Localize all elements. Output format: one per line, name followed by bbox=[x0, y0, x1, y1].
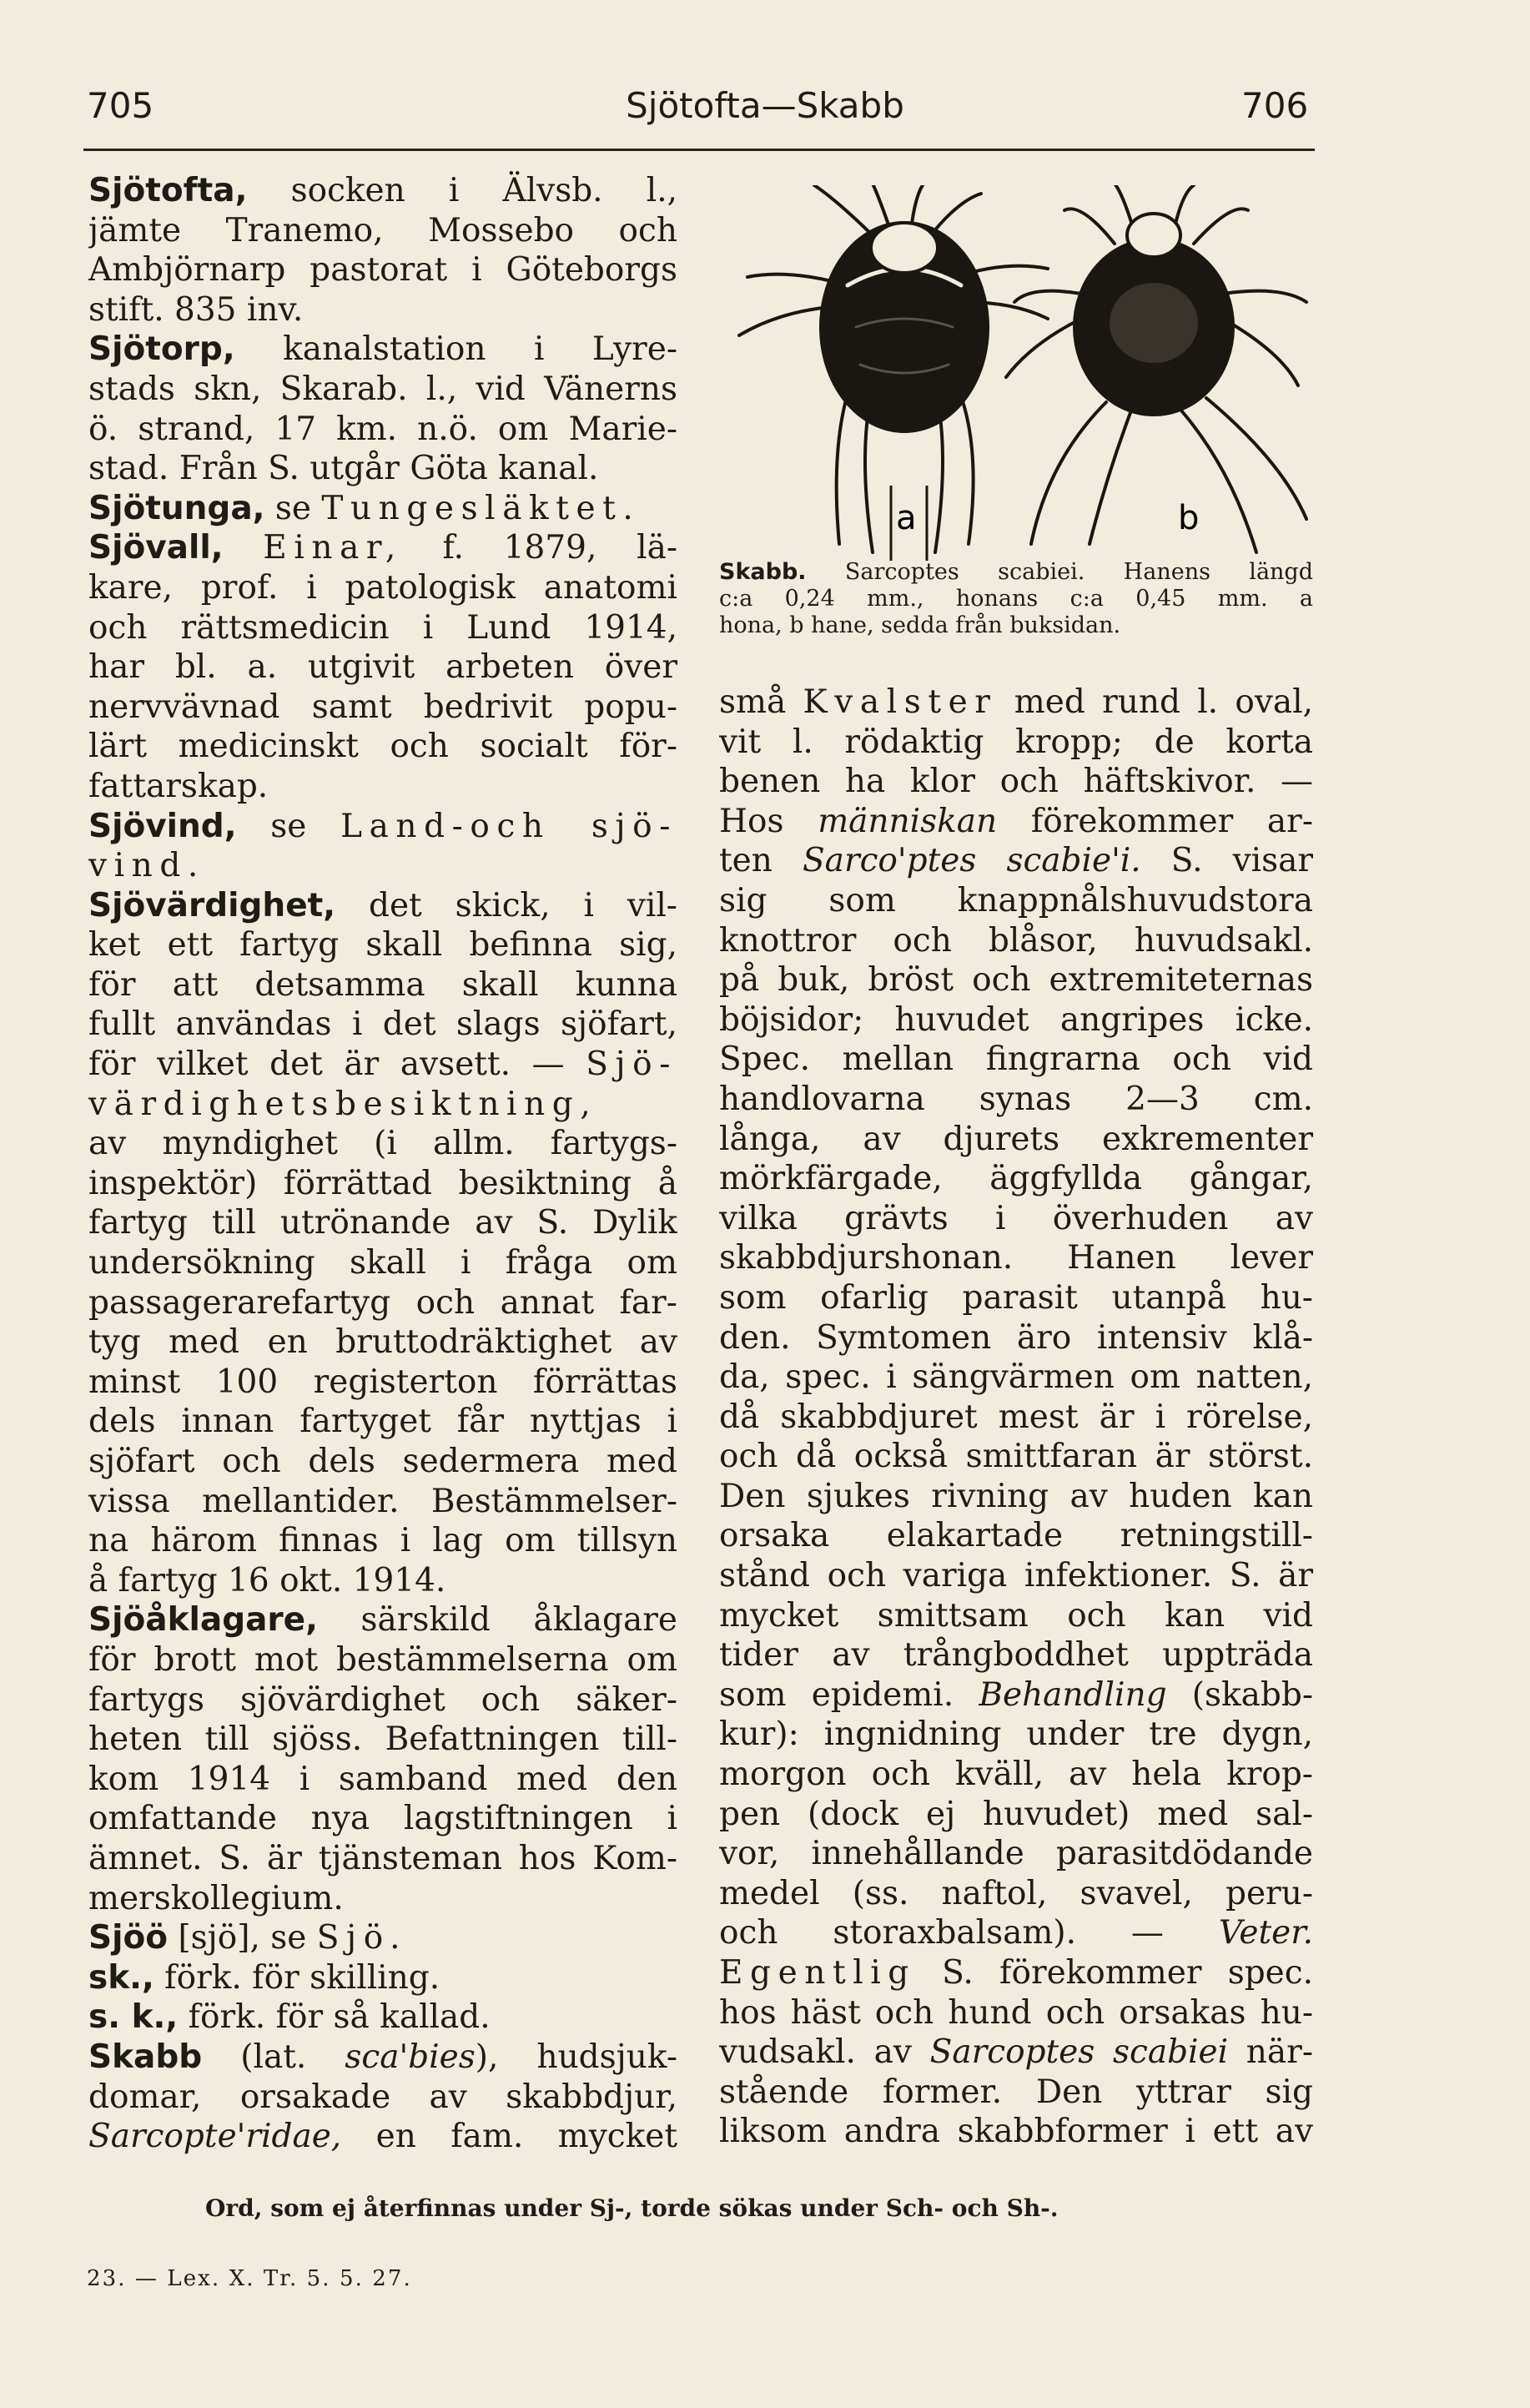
headword: Sjötunga, bbox=[88, 489, 265, 527]
header-rule bbox=[83, 149, 1315, 151]
text-run: Tungesläktet. bbox=[321, 489, 641, 527]
text-run: Sarcopte'ridae, bbox=[88, 2118, 342, 2156]
text-line bbox=[719, 1596, 1313, 1636]
text-run: Hos bbox=[719, 802, 818, 840]
text-run: då skabbdjuret mest är i rörelse, bbox=[719, 1398, 1313, 1436]
text-run: värdighetsbesiktning, bbox=[88, 1085, 598, 1123]
text-line bbox=[88, 1600, 677, 1640]
text-line bbox=[88, 1164, 677, 1204]
printer-signature: 23. — Lex. X. Tr. 5. 5. 27. bbox=[87, 2266, 412, 2291]
text-run: lärt medicinskt och socialt för- bbox=[88, 728, 677, 766]
text-run: f. 1879, lä- bbox=[402, 529, 677, 567]
text-run: ket ett fartyg skall befinna sig, bbox=[88, 926, 677, 965]
text-line bbox=[719, 1913, 1313, 1953]
text-line bbox=[88, 608, 677, 648]
text-run: och då också smittfaran är störst. bbox=[719, 1438, 1313, 1476]
text-line bbox=[719, 2073, 1313, 2113]
text-line bbox=[719, 802, 1313, 842]
headword: sk., bbox=[88, 1958, 154, 1997]
text-run: skabbdjurshonan. Hanen lever bbox=[719, 1239, 1313, 1277]
text-run: stad. Från S. utgår Göta kanal. bbox=[88, 450, 599, 488]
right-column bbox=[719, 683, 1313, 2152]
text-run: vissa mellantider. Bestämmelser- bbox=[88, 1482, 677, 1520]
text-line bbox=[719, 2033, 1313, 2073]
text-run: ten bbox=[719, 842, 803, 880]
right-page-number: 706 bbox=[1241, 85, 1309, 126]
text-line bbox=[88, 1363, 677, 1403]
text-line bbox=[719, 1635, 1313, 1675]
text-line bbox=[88, 1085, 677, 1125]
text-run: omfattande nya lagstiftningen i bbox=[88, 1800, 677, 1838]
headword: Skabb. bbox=[719, 559, 807, 585]
text-run: Den sjukes rivning av huden kan bbox=[719, 1477, 1313, 1515]
text-run: människan bbox=[818, 802, 998, 840]
text-run: ämnet. S. är tjänsteman hos Kom- bbox=[88, 1839, 677, 1877]
text-line bbox=[719, 586, 1313, 612]
text-run: på buk, bröst och extremiteternas bbox=[719, 961, 1313, 1000]
headword: Sjövärdighet, bbox=[88, 886, 336, 924]
text-run: Sarcoptes scabiei bbox=[929, 2033, 1229, 2072]
text-run: [sjö], se bbox=[168, 1919, 317, 1957]
text-run: fartyg till utrönande av S. Dylik bbox=[88, 1204, 677, 1242]
text-run: förk. för skilling. bbox=[154, 1958, 440, 1997]
text-line bbox=[88, 1839, 677, 1879]
text-line bbox=[719, 960, 1313, 1000]
figure-label-a: a bbox=[896, 499, 917, 537]
text-run: se bbox=[264, 489, 322, 527]
text-line bbox=[88, 211, 677, 251]
text-run: liksom andra skabbformer i ett av bbox=[719, 2113, 1313, 2151]
text-line bbox=[88, 925, 677, 965]
text-run: å fartyg 16 okt. 1914. bbox=[88, 1561, 446, 1599]
text-run: tider av trångboddhet uppträda bbox=[719, 1636, 1313, 1675]
text-run: och storaxbalsam). — bbox=[719, 1914, 1219, 1952]
text-run: S. förekommer spec. bbox=[915, 1954, 1313, 1992]
text-line bbox=[88, 370, 677, 410]
text-line bbox=[88, 1124, 677, 1164]
text-run: merskollegium. bbox=[88, 1879, 344, 1917]
text-run: av myndighet (i allm. fartygs- bbox=[88, 1125, 677, 1163]
text-run: ), hudsjuk- bbox=[475, 2038, 677, 2076]
text-run: ö. strand, 17 km. n.ö. om Marie- bbox=[88, 410, 677, 448]
text-line bbox=[88, 807, 677, 847]
text-run: minst 100 registerton förrättas bbox=[88, 1363, 677, 1401]
text-line bbox=[719, 1715, 1313, 1755]
headword: s. k., bbox=[88, 1998, 179, 2037]
headword: Sjötofta, bbox=[88, 172, 248, 209]
text-run: Egentlig bbox=[719, 1954, 916, 1992]
text-run: för brott mot bestämmelserna om bbox=[88, 1640, 677, 1679]
text-line bbox=[719, 1516, 1313, 1556]
text-run: socken i Älvsb. l., bbox=[247, 172, 677, 209]
text-run: nervvävnad samt bedrivit popu- bbox=[88, 688, 677, 726]
text-line bbox=[88, 1402, 677, 1442]
text-line bbox=[719, 1398, 1313, 1438]
text-line bbox=[88, 1045, 677, 1085]
text-line bbox=[719, 881, 1313, 921]
text-line bbox=[88, 727, 677, 767]
text-line bbox=[719, 1874, 1313, 1914]
text-line bbox=[88, 410, 677, 450]
text-line bbox=[88, 290, 677, 330]
text-line bbox=[719, 921, 1313, 961]
text-line bbox=[719, 841, 1313, 881]
mite-a-drawing bbox=[739, 185, 1048, 552]
text-line bbox=[719, 723, 1313, 763]
text-run: c:a 0,24 mm., honans c:a 0,45 mm. a bbox=[719, 586, 1313, 612]
text-line bbox=[88, 688, 677, 728]
text-run: Spec. mellan fingrarna och vid bbox=[719, 1040, 1313, 1079]
text-line bbox=[719, 1040, 1313, 1080]
text-line bbox=[719, 1795, 1313, 1835]
text-run: se bbox=[236, 807, 341, 845]
text-run: fartygs sjövärdighet och säker- bbox=[88, 1680, 677, 1719]
text-line bbox=[88, 1879, 677, 1919]
text-line bbox=[719, 1120, 1313, 1160]
text-line bbox=[88, 1760, 677, 1800]
headword: Sjöåklagare, bbox=[88, 1601, 318, 1640]
footnote: Ord, som ej återfinnas under Sj-, torde sökas under Sch- och Sh-. bbox=[205, 2194, 1059, 2222]
text-run: Sjö- bbox=[586, 1045, 677, 1084]
text-line bbox=[88, 2038, 677, 2078]
text-run: stift. 835 inv. bbox=[88, 290, 304, 329]
text-run: da, spec. i sängvärmen om natten, bbox=[719, 1358, 1313, 1397]
text-run: som epidemi. bbox=[719, 1675, 979, 1714]
text-line bbox=[719, 1358, 1313, 1398]
text-run: sig som knappnålshuvudstora bbox=[719, 881, 1313, 919]
text-line bbox=[88, 1322, 677, 1363]
text-line bbox=[88, 1442, 677, 1482]
text-run: förekommer ar- bbox=[997, 802, 1313, 840]
text-run: jämte Tranemo, Mossebo och bbox=[88, 211, 677, 249]
text-line bbox=[719, 1953, 1313, 1993]
text-line bbox=[88, 1918, 677, 1958]
text-line bbox=[719, 1278, 1313, 1318]
text-run: (skabb- bbox=[1166, 1675, 1313, 1714]
headword: Sjötorp, bbox=[88, 330, 235, 369]
text-line bbox=[88, 965, 677, 1005]
text-run: stads skn, Skarab. l., vid Vänerns bbox=[88, 370, 677, 408]
text-run: benen ha klor och häftskivor. — bbox=[719, 763, 1313, 801]
text-run: för att detsamma skall kunna bbox=[88, 965, 677, 1004]
text-line bbox=[88, 330, 677, 370]
text-run: kur): ingnidning under tre dygn, bbox=[719, 1715, 1313, 1754]
text-run: sca'bies bbox=[345, 2038, 476, 2076]
text-line bbox=[719, 559, 1313, 586]
text-run: hos häst och hund och orsakas hu- bbox=[719, 1993, 1313, 2032]
figure-caption bbox=[719, 559, 1313, 639]
headword: Skabb bbox=[88, 2038, 203, 2076]
text-run: när- bbox=[1228, 2033, 1313, 2072]
text-line bbox=[719, 1993, 1313, 2033]
text-line bbox=[88, 1283, 677, 1323]
text-line bbox=[88, 647, 677, 688]
text-line bbox=[719, 612, 1313, 639]
text-run: dels innan fartyget får nyttjas i bbox=[88, 1403, 677, 1441]
text-run: mycket smittsam och kan vid bbox=[719, 1596, 1313, 1635]
text-run: och rättsmedicin i Lund 1914, bbox=[88, 608, 677, 647]
text-run: långa, av djurets exkrementer bbox=[719, 1120, 1313, 1158]
text-run: handlovarna synas 2—3 cm. bbox=[719, 1080, 1313, 1118]
text-line bbox=[88, 528, 677, 568]
text-line bbox=[88, 1521, 677, 1561]
text-run: Sarco'ptes scabie'i. bbox=[802, 842, 1141, 880]
text-run: undersökning skall i fråga om bbox=[88, 1244, 677, 1282]
text-run: tyg med en bruttodräktighet av bbox=[88, 1323, 677, 1362]
text-run: medel (ss. naftol, svavel, peru- bbox=[719, 1874, 1313, 1912]
text-run: särskild åklagare bbox=[317, 1601, 677, 1640]
text-run: stående former. Den yttrar sig bbox=[719, 2073, 1313, 2111]
text-run: den. Symtomen äro intensiv klå- bbox=[719, 1318, 1313, 1357]
text-line bbox=[88, 568, 677, 608]
text-line bbox=[719, 1437, 1313, 1477]
text-line bbox=[719, 1000, 1313, 1040]
text-line bbox=[88, 1005, 677, 1045]
text-run: med rund l. oval, bbox=[997, 683, 1313, 721]
text-line bbox=[88, 1243, 677, 1283]
text-line bbox=[719, 762, 1313, 802]
text-run: Land-och sjö- bbox=[340, 807, 677, 845]
headword: Sjövind, bbox=[88, 807, 237, 845]
text-line bbox=[719, 1834, 1313, 1874]
text-line bbox=[719, 1238, 1313, 1278]
text-run: en fam. mycket bbox=[341, 2118, 677, 2156]
text-run: som ofarlig parasit utanpå hu- bbox=[719, 1278, 1313, 1317]
text-run: passagerarefartyg och annat far- bbox=[88, 1283, 677, 1322]
text-run: orsaka elakartade retningstill- bbox=[719, 1517, 1313, 1555]
text-run: Sjö. bbox=[316, 1919, 408, 1957]
text-run: pen (dock ej huvudet) med sal- bbox=[719, 1795, 1313, 1833]
text-line bbox=[88, 1482, 677, 1522]
text-run: vit l. rödaktig kropp; de korta bbox=[719, 723, 1313, 761]
text-line bbox=[88, 449, 677, 489]
text-run: stånd och variga infektioner. S. är bbox=[719, 1557, 1313, 1595]
text-line bbox=[719, 1556, 1313, 1596]
mite-b-drawing bbox=[1006, 185, 1306, 552]
text-run: mörkfärgade, äggfyllda gångar, bbox=[719, 1160, 1313, 1198]
text-run: kare, prof. i patologisk anatomi bbox=[88, 568, 677, 607]
text-run: böjsidor; huvudet angripes icke. bbox=[719, 1000, 1313, 1039]
text-run: hona, b hane, sedda från buksidan. bbox=[719, 612, 1121, 638]
text-run: fullt användas i det slags sjöfart, bbox=[88, 1005, 677, 1044]
text-run: (lat. bbox=[202, 2038, 345, 2076]
text-run: har bl. a. utgivit arbeten över bbox=[88, 648, 677, 687]
text-line bbox=[88, 1997, 677, 2038]
running-head: Sjötofta—Skabb bbox=[626, 85, 904, 126]
text-run: domar, orsakade av skabbdjur, bbox=[88, 2078, 677, 2116]
left-column bbox=[88, 171, 677, 2157]
text-run: Sarcoptes scabiei. Hanens längd bbox=[806, 559, 1313, 585]
text-run: för vilket det är avsett. — bbox=[88, 1045, 586, 1084]
text-line bbox=[88, 1799, 677, 1839]
text-line bbox=[719, 1675, 1313, 1715]
text-run bbox=[224, 529, 264, 567]
text-run: na härom finnas i lag om tillsyn bbox=[88, 1522, 677, 1560]
text-run: Kvalster bbox=[803, 683, 998, 721]
text-line bbox=[719, 683, 1313, 723]
text-run: vudsakl. av bbox=[719, 2033, 930, 2072]
text-line bbox=[719, 1477, 1313, 1517]
text-line bbox=[88, 767, 677, 807]
text-line bbox=[88, 1720, 677, 1760]
text-line bbox=[88, 1203, 677, 1243]
text-line bbox=[88, 250, 677, 290]
headword: Sjövall, bbox=[88, 529, 224, 567]
text-run: Einar, bbox=[263, 529, 403, 567]
text-line bbox=[719, 2112, 1313, 2152]
text-run: morgon och kväll, av hela krop- bbox=[719, 1756, 1313, 1794]
figure-label-b: b bbox=[1178, 499, 1200, 537]
text-line bbox=[88, 171, 677, 211]
text-line bbox=[88, 846, 677, 886]
text-run: heten till sjöss. Befattningen till- bbox=[88, 1720, 677, 1759]
text-line bbox=[88, 2117, 677, 2157]
text-run: vor, innehållande parasitdödande bbox=[719, 1835, 1313, 1873]
text-run: knottror och blåsor, huvudsakl. bbox=[719, 921, 1313, 960]
text-line bbox=[719, 1080, 1313, 1120]
text-run: fattarskap. bbox=[88, 767, 269, 805]
text-run: förk. för så kallad. bbox=[178, 1998, 491, 2037]
text-line bbox=[88, 1561, 677, 1601]
text-run: kanalstation i Lyre- bbox=[234, 330, 677, 369]
text-line bbox=[88, 1640, 677, 1680]
text-line bbox=[719, 1199, 1313, 1239]
text-line bbox=[719, 1159, 1313, 1199]
text-run: det skick, i vil- bbox=[335, 886, 677, 924]
text-line bbox=[88, 489, 677, 529]
text-run: vind. bbox=[88, 847, 205, 885]
text-run: Behandling bbox=[979, 1675, 1167, 1714]
text-run: små bbox=[719, 683, 803, 721]
text-run: sjöfart och dels sedermera med bbox=[88, 1443, 677, 1480]
text-line bbox=[719, 1318, 1313, 1358]
text-run: Veter. bbox=[1218, 1914, 1313, 1952]
text-run: vilka grävts i överhuden av bbox=[719, 1199, 1313, 1237]
text-run: kom 1914 i samband med den bbox=[88, 1760, 677, 1798]
text-run: inspektör) förrättad besiktning å bbox=[88, 1164, 677, 1202]
left-page-number: 705 bbox=[87, 85, 154, 126]
text-line bbox=[88, 886, 677, 926]
text-line bbox=[88, 1958, 677, 1998]
text-run: Ambjörnarp pastorat i Göteborgs bbox=[88, 251, 677, 290]
text-line bbox=[88, 2078, 677, 2118]
text-line bbox=[719, 1755, 1313, 1795]
headword: Sjöö bbox=[88, 1919, 169, 1957]
text-run: S. visar bbox=[1140, 842, 1313, 880]
text-line bbox=[88, 1680, 677, 1720]
mite-illustration bbox=[714, 185, 1315, 561]
